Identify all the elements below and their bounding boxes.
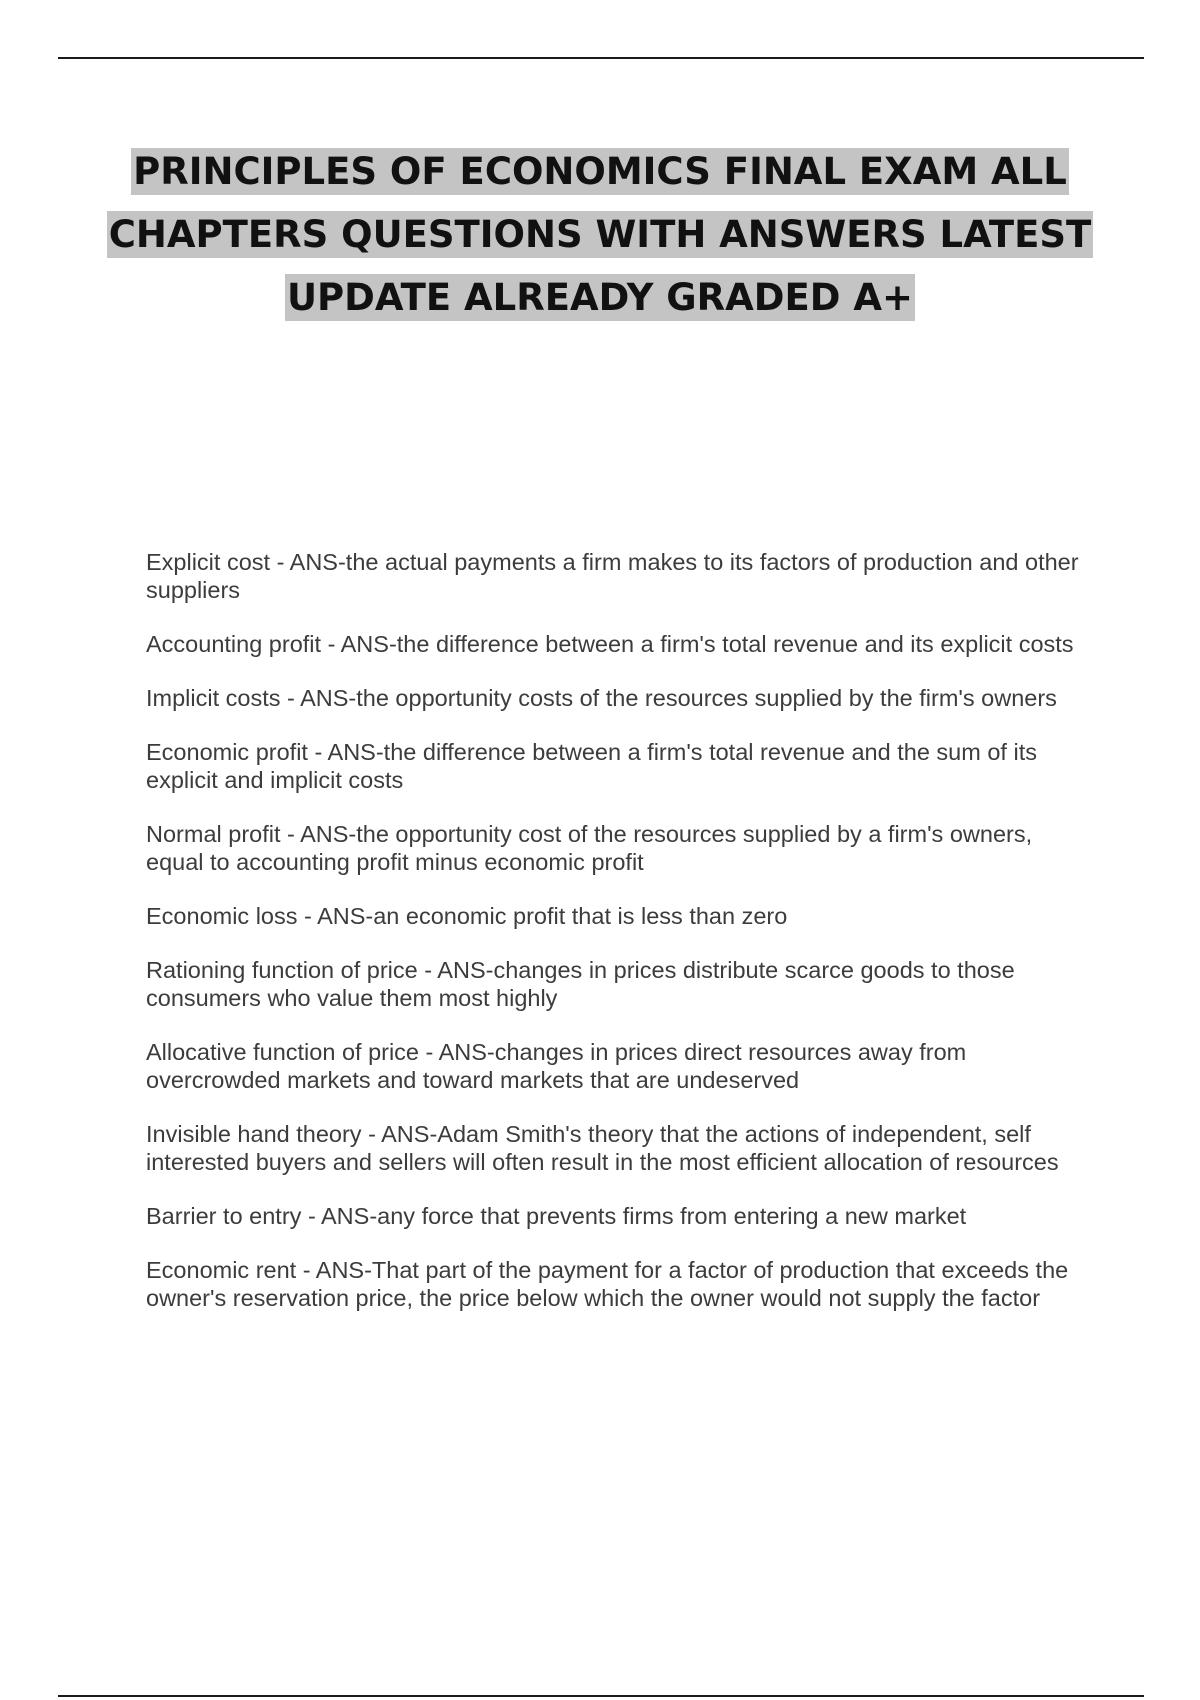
definition-entry: Accounting profit - ANS-the difference between a firm's total revenue and its explicit costs xyxy=(146,631,1074,657)
definition-entry: Allocative function of price - ANS-changes in prices direct resources away from overcrowded markets and toward markets that are undeserved xyxy=(146,1039,967,1093)
definition-entry: Barrier to entry - ANS-any force that prevents firms from entering a new market xyxy=(146,1203,967,1229)
definition-entry: Explicit cost - ANS-the actual payments a firm makes to its factors of production and other suppliers xyxy=(146,549,1079,603)
document-title xyxy=(60,140,1140,329)
definition-entry: Rationing function of price - ANS-changes in prices distribute scarce goods to those consumers who value them most highly xyxy=(146,957,1015,1011)
bottom-rule xyxy=(58,1695,1144,1697)
definition-entry: Economic rent - ANS-That part of the payment for a factor of production that exceeds the owner's reservation price, the price below which the owner would not supply the factor xyxy=(146,1257,1069,1311)
definition-entry: Economic profit - ANS-the difference between a firm's total revenue and the sum of its explicit and implicit costs xyxy=(146,739,1037,793)
definition-list xyxy=(146,548,1096,1338)
definition-entry: Invisible hand theory - ANS-Adam Smith's theory that the actions of independent, self interested buyers and sellers will often result in the most efficient allocation of resources xyxy=(146,1121,1059,1175)
definition-entry: Normal profit - ANS-the opportunity cost of the resources supplied by a firm's owners, equal to accounting profit minus economic profit xyxy=(146,821,1033,875)
definition-entry: Implicit costs - ANS-the opportunity costs of the resources supplied by the firm's owners xyxy=(146,685,1057,711)
top-rule xyxy=(58,57,1144,59)
definition-entry: Economic loss - ANS-an economic profit that is less than zero xyxy=(146,903,788,929)
document-title-text: PRINCIPLES OF ECONOMICS FINAL EXAM ALL CHAPTERS QUESTIONS WITH ANSWERS LATEST UPDATE ALREADY GRADED A+ xyxy=(108,150,1092,319)
